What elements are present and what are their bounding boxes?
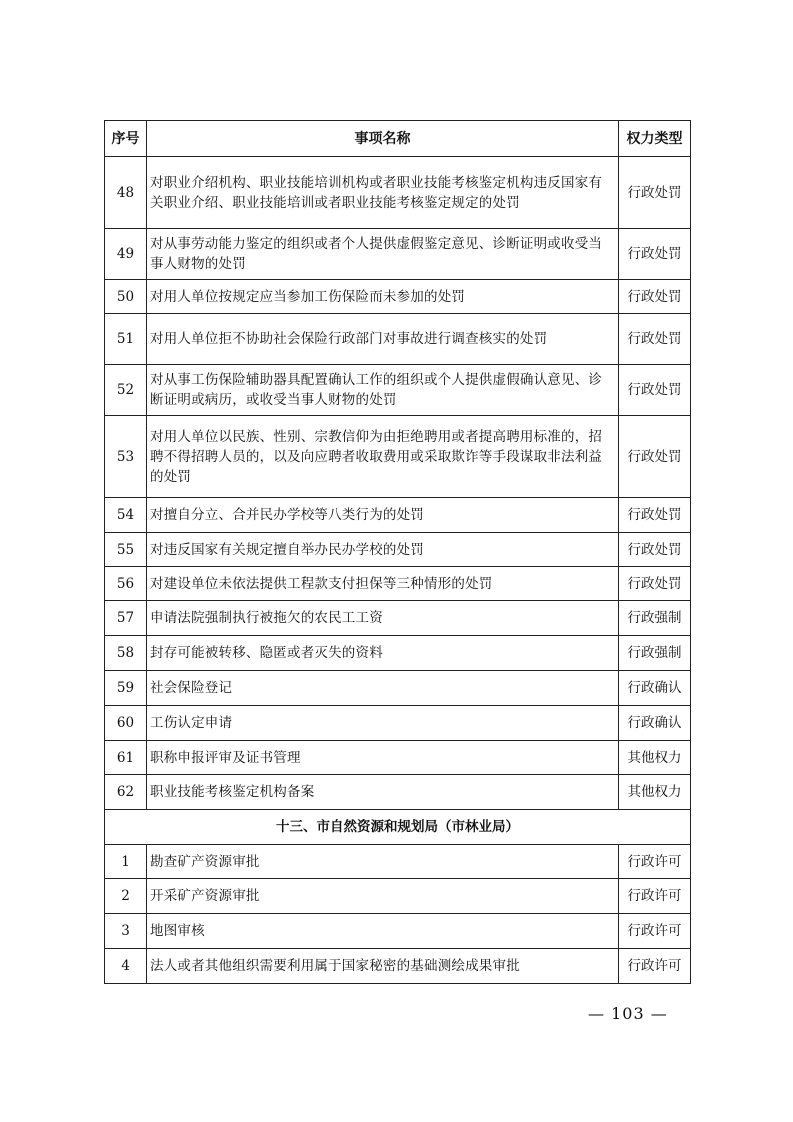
row-type: 行政处罚 — [619, 314, 691, 365]
row-type: 行政许可 — [619, 845, 691, 879]
table-row — [105, 949, 691, 984]
row-name: 工伤认定申请 — [147, 706, 619, 741]
row-type: 行政确认 — [619, 706, 691, 741]
row-name: 开采矿产资源审批 — [147, 879, 619, 914]
row-type: 行政处罚 — [619, 498, 691, 533]
row-type: 行政确认 — [619, 671, 691, 706]
table-row — [105, 845, 691, 879]
section-title: 十三、市自然资源和规划局（市林业局） — [105, 810, 691, 845]
row-no: 58 — [105, 636, 147, 671]
table-row — [105, 601, 691, 636]
table-row — [105, 775, 691, 810]
row-no: 1 — [105, 845, 147, 879]
header-no: 序号 — [105, 121, 147, 157]
row-name: 对用人单位拒不协助社会保险行政部门对事故进行调查核实的处罚 — [147, 314, 619, 365]
row-no: 55 — [105, 533, 147, 567]
row-name: 对职业介绍机构、职业技能培训机构或者职业技能考核鉴定机构违反国家有关职业介绍、职业技能培训或者职业技能考核鉴定规定的处罚 — [147, 157, 619, 229]
row-name: 对建设单位未依法提供工程款支付担保等三种情形的处罚 — [147, 567, 619, 601]
row-no: 56 — [105, 567, 147, 601]
table-row — [105, 365, 691, 416]
row-name: 对擅自分立、合并民办学校等八类行为的处罚 — [147, 498, 619, 533]
table-row — [105, 229, 691, 280]
row-no: 57 — [105, 601, 147, 636]
page-number: — 103 — — [588, 1004, 668, 1023]
header-type: 权力类型 — [619, 121, 691, 157]
table-row — [105, 157, 691, 229]
table-row — [105, 636, 691, 671]
row-no: 2 — [105, 879, 147, 914]
row-type: 行政处罚 — [619, 229, 691, 280]
table-row — [105, 567, 691, 601]
row-name: 对从事工伤保险辅助器具配置确认工作的组织或个人提供虚假确认意见、诊断证明或病历，或收受当事人财物的处罚 — [147, 365, 619, 416]
row-name: 对从事劳动能力鉴定的组织或者个人提供虚假鉴定意见、诊断证明或收受当事人财物的处罚 — [147, 229, 619, 280]
row-no: 51 — [105, 314, 147, 365]
table-row — [105, 706, 691, 741]
row-name: 对用人单位以民族、性别、宗教信仰为由拒绝聘用或者提高聘用标准的，招聘不得招聘人员的，以及向应聘者收取费用或采取欺诈等手段谋取非法利益的处罚 — [147, 416, 619, 498]
table-row — [105, 879, 691, 914]
header-row — [105, 121, 691, 157]
row-type: 其他权力 — [619, 741, 691, 775]
row-name: 对违反国家有关规定擅自举办民办学校的处罚 — [147, 533, 619, 567]
row-type: 行政处罚 — [619, 416, 691, 498]
row-name: 封存可能被转移、隐匿或者灭失的资料 — [147, 636, 619, 671]
section-header-row — [105, 810, 691, 845]
row-type: 行政处罚 — [619, 533, 691, 567]
row-name: 法人或者其他组织需要利用属于国家秘密的基础测绘成果审批 — [147, 949, 619, 984]
row-type: 行政许可 — [619, 914, 691, 949]
row-no: 54 — [105, 498, 147, 533]
row-type: 其他权力 — [619, 775, 691, 810]
row-no: 48 — [105, 157, 147, 229]
row-name: 申请法院强制执行被拖欠的农民工工资 — [147, 601, 619, 636]
power-list-table — [104, 120, 691, 984]
table-row — [105, 533, 691, 567]
table-row — [105, 416, 691, 498]
table-row — [105, 498, 691, 533]
row-type: 行政许可 — [619, 949, 691, 984]
row-no: 60 — [105, 706, 147, 741]
row-name: 职业技能考核鉴定机构备案 — [147, 775, 619, 810]
row-name: 社会保险登记 — [147, 671, 619, 706]
row-type: 行政强制 — [619, 636, 691, 671]
row-no: 53 — [105, 416, 147, 498]
row-name: 对用人单位按规定应当参加工伤保险而未参加的处罚 — [147, 280, 619, 314]
row-name: 职称申报评审及证书管理 — [147, 741, 619, 775]
row-type: 行政处罚 — [619, 157, 691, 229]
header-name: 事项名称 — [147, 121, 619, 157]
table-row — [105, 314, 691, 365]
row-no: 3 — [105, 914, 147, 949]
row-no: 52 — [105, 365, 147, 416]
row-no: 50 — [105, 280, 147, 314]
row-type: 行政处罚 — [619, 280, 691, 314]
row-no: 61 — [105, 741, 147, 775]
row-no: 49 — [105, 229, 147, 280]
table-row — [105, 741, 691, 775]
table-row — [105, 280, 691, 314]
row-no: 62 — [105, 775, 147, 810]
row-type: 行政处罚 — [619, 365, 691, 416]
row-type: 行政处罚 — [619, 567, 691, 601]
row-name: 勘查矿产资源审批 — [147, 845, 619, 879]
table-row — [105, 671, 691, 706]
row-name: 地图审核 — [147, 914, 619, 949]
row-no: 59 — [105, 671, 147, 706]
table-row — [105, 914, 691, 949]
row-no: 4 — [105, 949, 147, 984]
row-type: 行政强制 — [619, 601, 691, 636]
row-type: 行政许可 — [619, 879, 691, 914]
